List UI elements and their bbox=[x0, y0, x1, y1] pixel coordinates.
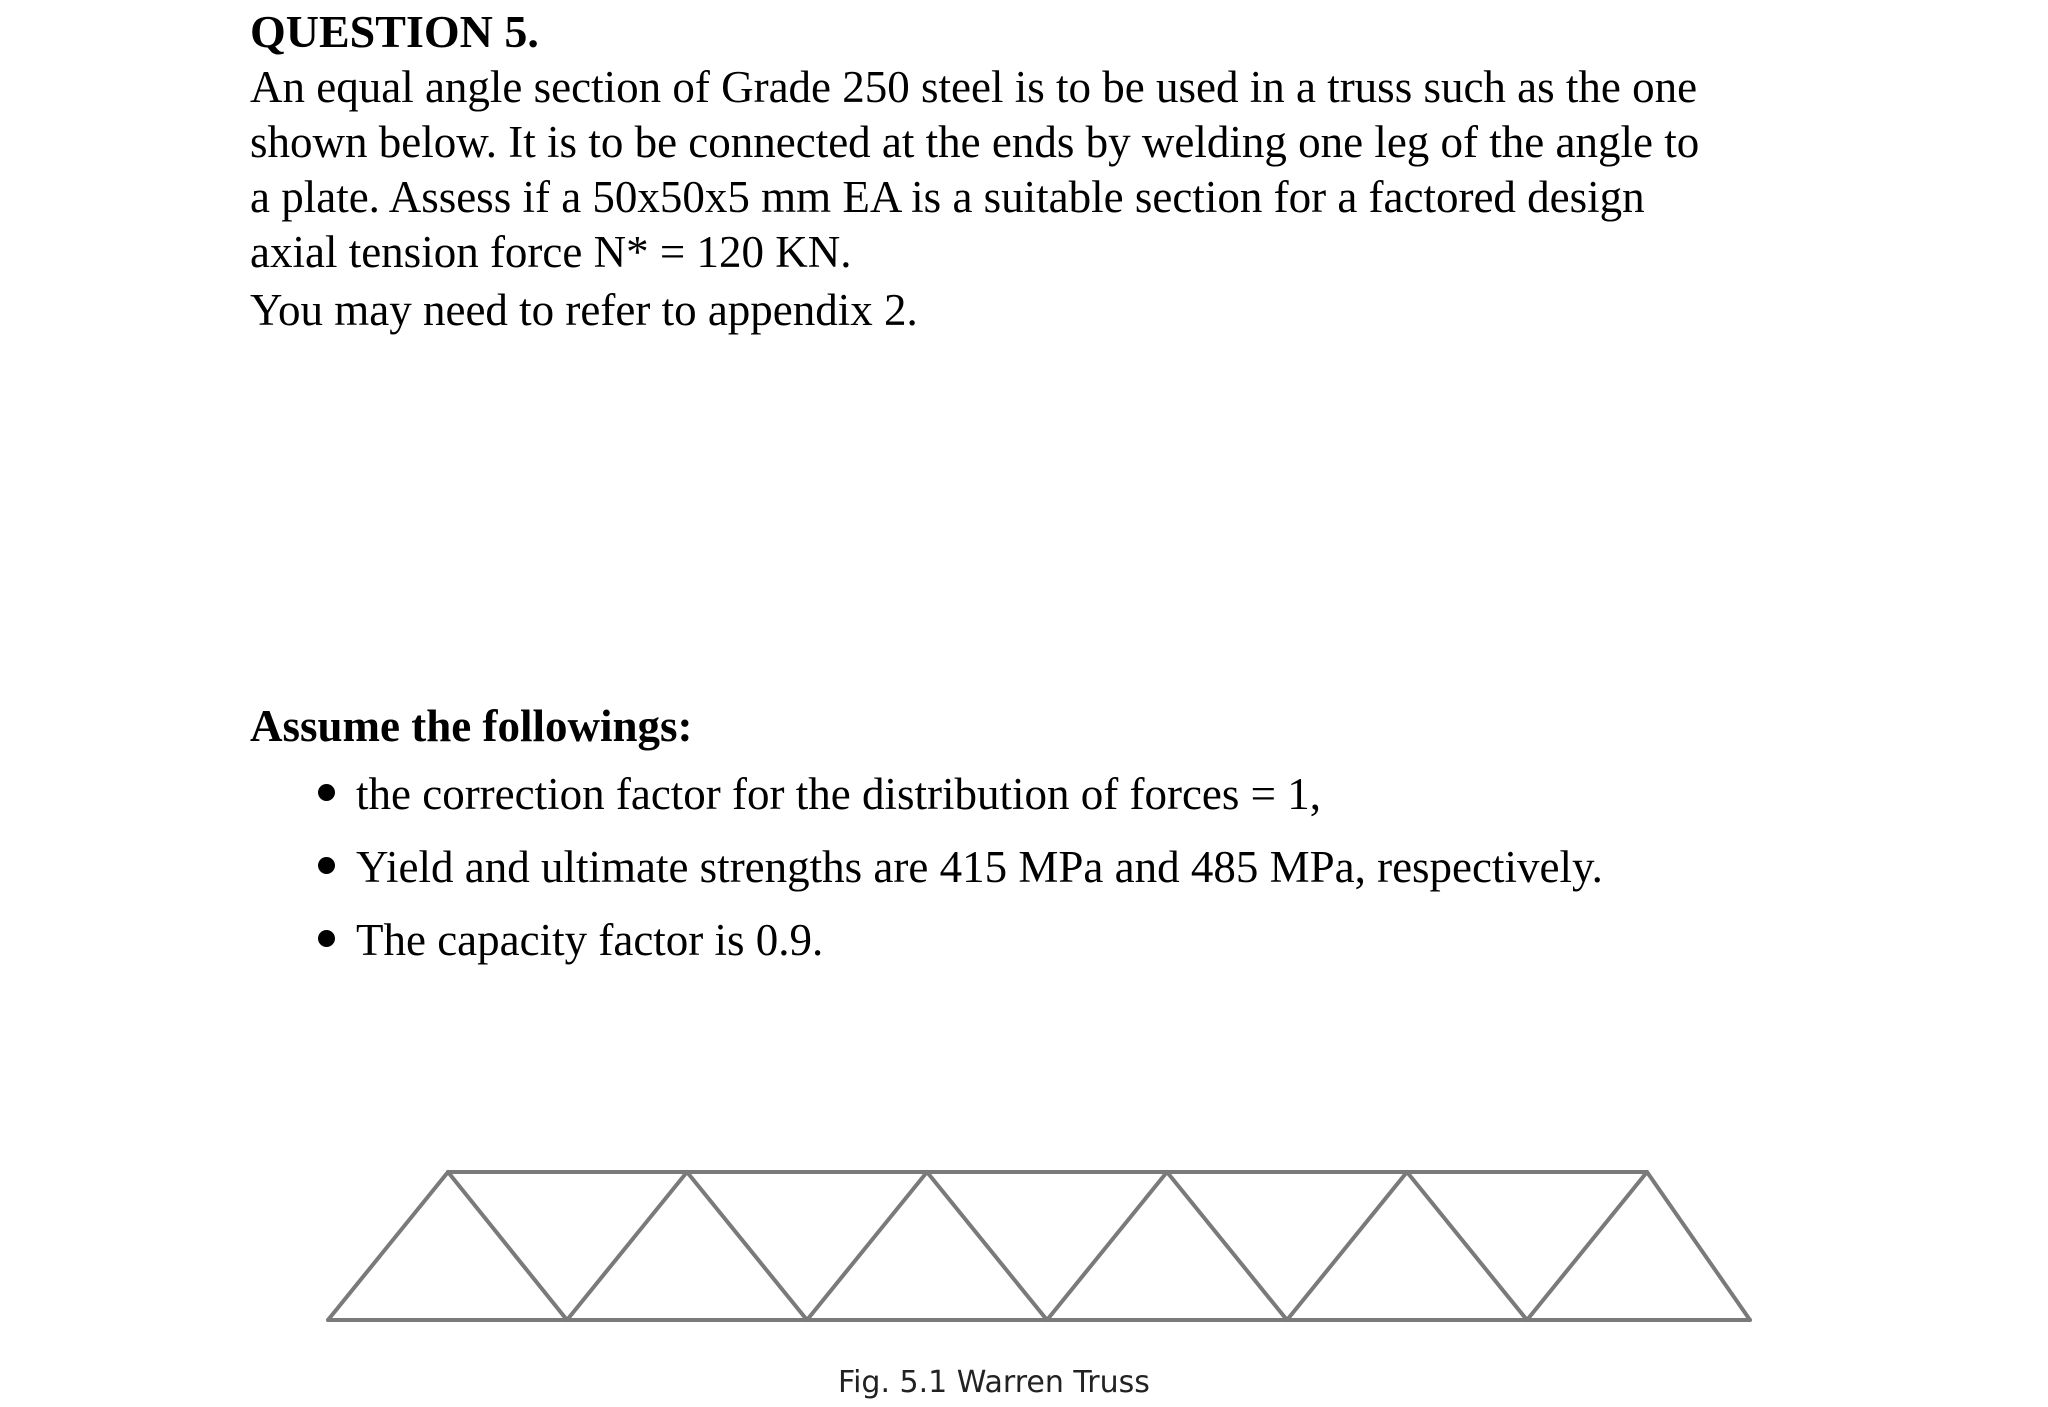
assumption-text: The capacity factor is 0.9. bbox=[356, 915, 824, 965]
truss-diagonal bbox=[567, 1172, 687, 1320]
question-line: An equal angle section of Grade 250 steel is to be used in a truss such as the one bbox=[250, 62, 1698, 112]
truss-diagonal bbox=[448, 1172, 567, 1320]
question-title: QUESTION 5. bbox=[250, 6, 539, 57]
question-line: a plate. Assess if a 50x50x5 mm EA is a suitable section for a factored design bbox=[250, 172, 1645, 222]
assumption-text: Yield and ultimate strengths are 415 MPa and 485 MPa, respectively. bbox=[356, 842, 1603, 892]
question-body bbox=[250, 60, 1850, 338]
bullet-icon bbox=[318, 857, 335, 874]
truss-diagonal bbox=[1167, 1172, 1287, 1320]
appendix-reference: You may need to refer to appendix 2. bbox=[250, 285, 918, 335]
bullet-icon bbox=[318, 784, 335, 801]
bullet-icon bbox=[318, 930, 335, 947]
truss-diagonal bbox=[1647, 1172, 1750, 1320]
truss-diagonal bbox=[927, 1172, 1047, 1320]
warren-truss-diagram bbox=[320, 1160, 1760, 1330]
assumptions-list bbox=[312, 758, 1603, 977]
truss-diagonal bbox=[328, 1172, 448, 1320]
question-line: shown below. It is to be connected at the ends by welding one leg of the angle to bbox=[250, 117, 1700, 167]
assumption-item bbox=[312, 758, 1603, 831]
truss-diagonal bbox=[687, 1172, 807, 1320]
assumption-item bbox=[312, 831, 1603, 904]
truss-diagonal bbox=[1407, 1172, 1527, 1320]
truss-diagonal bbox=[1287, 1172, 1407, 1320]
question-line: axial tension force N* = 120 KN. bbox=[250, 227, 852, 277]
assumption-text: the correction factor for the distribution of forces = 1, bbox=[356, 769, 1322, 819]
truss-diagonal bbox=[1047, 1172, 1167, 1320]
truss-diagonal bbox=[1527, 1172, 1647, 1320]
assumptions-heading: Assume the followings: bbox=[250, 701, 693, 751]
truss-diagonal bbox=[807, 1172, 927, 1320]
assumption-item bbox=[312, 904, 1603, 977]
figure-caption: Fig. 5.1 Warren Truss bbox=[838, 1365, 1150, 1400]
